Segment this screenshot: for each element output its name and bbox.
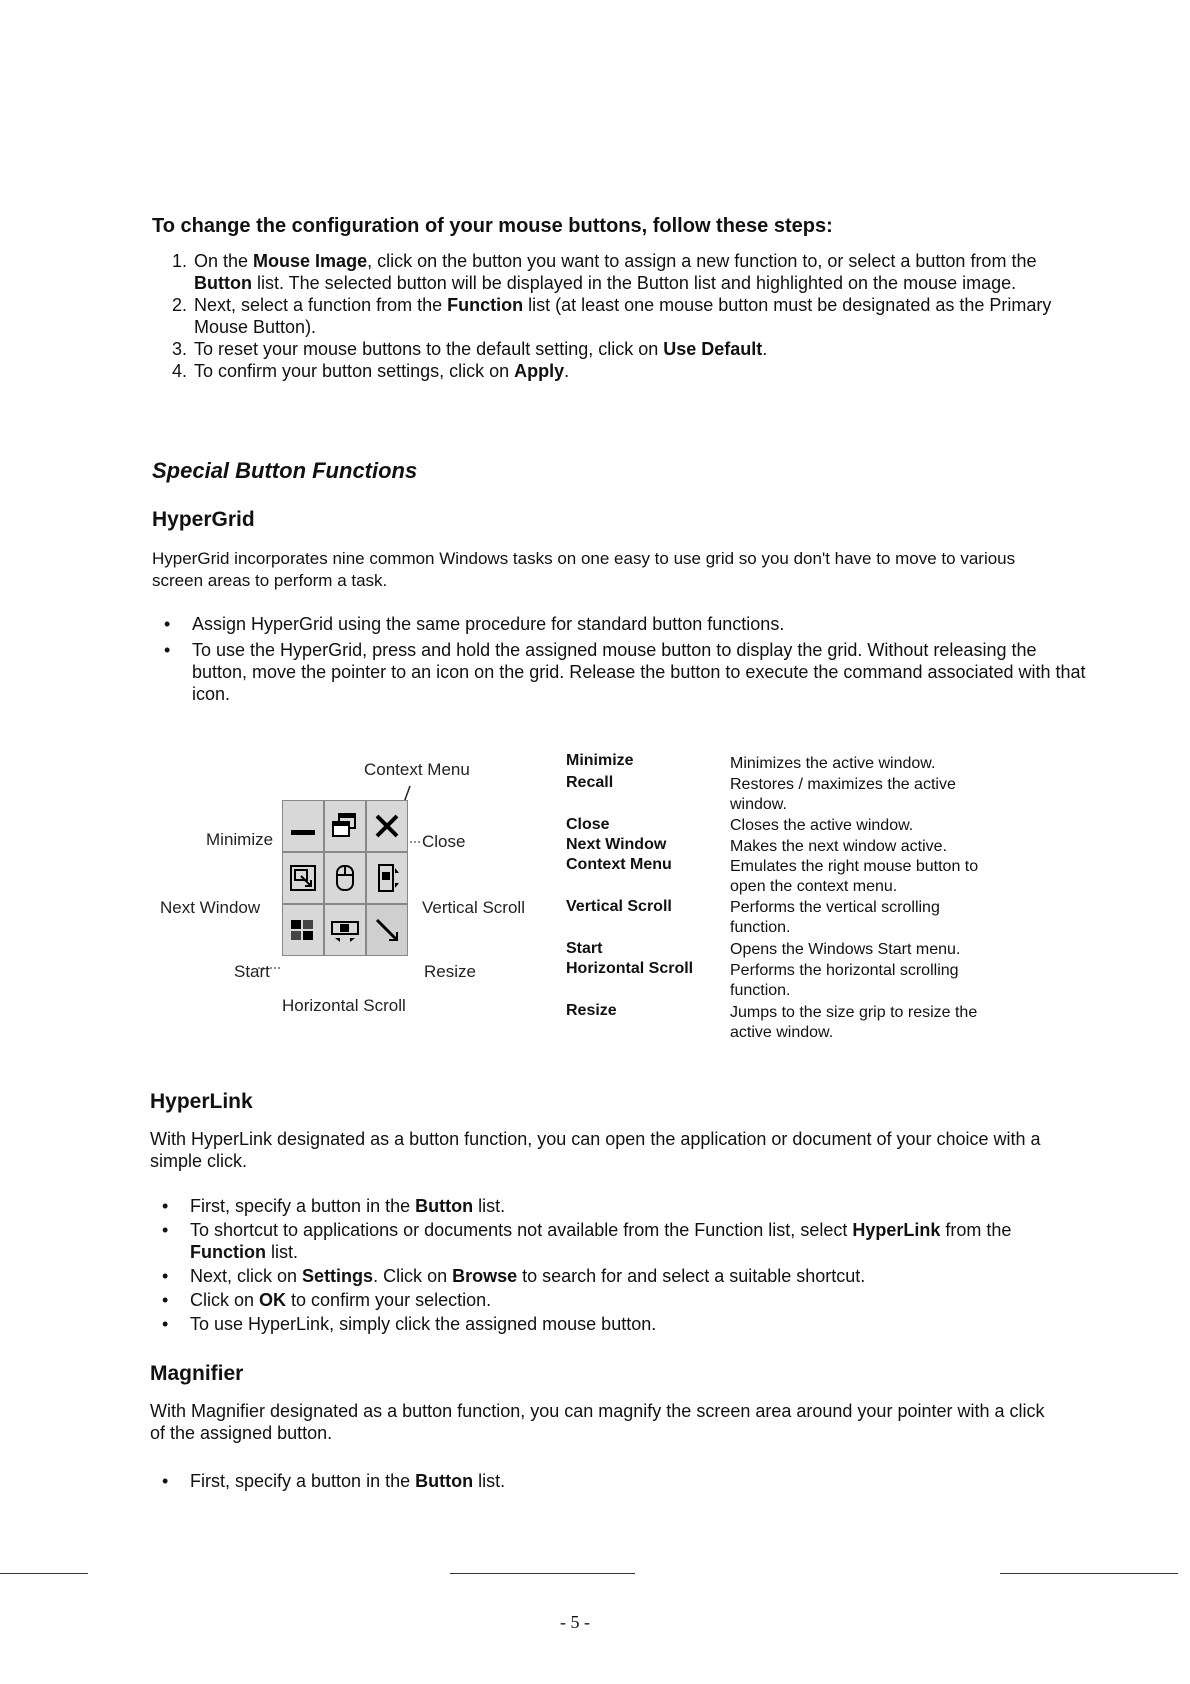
footer-rule-center <box>450 1573 635 1574</box>
magnifier-heading: Magnifier <box>150 1362 244 1385</box>
text-run: Assign HyperGrid using the same procedure for standard button functions. <box>192 614 785 634</box>
text-run: To use HyperLink, simply click the assigned mouse button. <box>190 1314 657 1334</box>
text-run: . <box>762 339 768 359</box>
bullet-item <box>190 1219 1090 1263</box>
fn-name: Recall <box>566 774 614 791</box>
bullet-item <box>190 1313 1090 1335</box>
resize-icon <box>366 904 408 956</box>
bold-term: Button <box>194 273 252 293</box>
fn-name: Horizontal Scroll <box>566 960 694 977</box>
text-run: Next, click on <box>190 1266 303 1286</box>
fn-name: Vertical Scroll <box>566 898 672 915</box>
context-menu-mouse-icon <box>324 852 366 904</box>
label-context-menu: Context Menu <box>364 760 470 779</box>
text-run: to confirm your selection. <box>286 1290 492 1310</box>
fn-name: Resize <box>566 1002 617 1019</box>
horizontal-scroll-icon <box>324 904 366 956</box>
label-resize: Resize <box>424 962 476 981</box>
bold-term: Function <box>190 1242 266 1262</box>
bold-term: Button <box>415 1196 474 1216</box>
intro-heading: To change the configuration of your mouse buttons, follow these steps: <box>152 215 833 237</box>
fn-name: Context Menu <box>566 856 672 873</box>
label-close: Close <box>422 832 466 851</box>
bold-term: Apply <box>514 361 565 381</box>
text-run: Click on <box>190 1290 260 1310</box>
bullet-item <box>190 1289 1090 1311</box>
bold-term: OK <box>259 1290 287 1310</box>
bold-term: Mouse Image <box>253 251 368 271</box>
bullet-item <box>190 1265 1090 1287</box>
text-run: . Click on <box>373 1266 453 1286</box>
text-run: First, specify a button in the <box>190 1471 416 1491</box>
bold-term: Function <box>447 295 524 315</box>
fn-name: Start <box>566 940 603 957</box>
text-run: from the <box>940 1220 1012 1240</box>
bold-term: Use Default <box>663 339 763 359</box>
label-horizontal-scroll: Horizontal Scroll <box>282 996 406 1015</box>
minimize-icon <box>282 800 324 852</box>
fn-name: Next Window <box>566 836 667 853</box>
hyperlink-heading: HyperLink <box>150 1090 253 1113</box>
text-run: list. The selected button will be displayed in the Button list and highlighted on the mouse image. <box>251 273 1017 293</box>
text-run: list. <box>473 1196 506 1216</box>
label-start: Start <box>234 962 270 981</box>
vertical-scroll-icon <box>366 852 408 904</box>
label-minimize: Minimize <box>206 830 274 849</box>
text-run: list (at least one mouse button must be designated as the Primary Mouse Button). <box>194 295 1052 337</box>
text-run: To shortcut to applications or documents not available from the Function list, select <box>190 1220 853 1240</box>
hyperlink-description: With HyperLink designated as a button function, you can open the application or document of your choice with a simple click. <box>150 1129 1041 1171</box>
text-run: list. <box>473 1471 506 1491</box>
fn-desc: Performs the vertical scrolling function. <box>730 899 940 936</box>
next-window-icon <box>282 852 324 904</box>
fn-desc: Opens the Windows Start menu. <box>730 941 961 958</box>
hypergrid-heading: HyperGrid <box>152 508 255 531</box>
fn-desc: Minimizes the active window. <box>730 755 936 772</box>
page-number: - 5 - <box>560 1612 590 1632</box>
bold-term: HyperLink <box>852 1220 941 1240</box>
text-run: Next, select a function from the <box>194 295 448 315</box>
text-run: To reset your mouse buttons to the default setting, click on <box>194 339 664 359</box>
close-icon <box>366 800 408 852</box>
fn-name: Close <box>566 816 610 833</box>
fn-desc: Makes the next window active. <box>730 838 947 855</box>
fn-desc: Closes the active window. <box>730 817 914 834</box>
footer-rule-right <box>1000 1573 1178 1574</box>
fn-desc: Jumps to the size grip to resize the active window. <box>730 1004 978 1041</box>
text-run: to search for and select a suitable shortcut. <box>517 1266 866 1286</box>
hyperlink-bullet-list <box>150 1195 1090 1337</box>
bullet-item <box>190 1195 1090 1217</box>
magnifier-bullet-list <box>150 1470 1090 1492</box>
fn-desc: Emulates the right mouse button to open the context menu. <box>730 858 979 895</box>
label-vertical-scroll: Vertical Scroll <box>422 898 525 917</box>
text-run: First, specify a button in the <box>190 1196 416 1216</box>
label-next-window: Next Window <box>160 898 261 917</box>
footer-rule-left <box>0 1573 88 1574</box>
text-run: , click on the button you want to assign a new function to, or select a button from the <box>367 251 1037 271</box>
recall-icon <box>324 800 366 852</box>
start-icon <box>282 904 324 956</box>
bullet-item <box>190 1470 1090 1492</box>
bold-term: Browse <box>452 1266 518 1286</box>
text-run: On the <box>194 251 254 271</box>
text-run: . <box>564 361 570 381</box>
magnifier-description: With Magnifier designated as a button function, you can magnify the screen area around your pointer with a click of the assigned button. <box>150 1401 1045 1443</box>
text-run: To use the HyperGrid, press and hold the assigned mouse button to display the grid. Without releasing the button, move the pointer to an icon on the grid. Release the button to execute the command associated with that icon. <box>192 640 1086 704</box>
bold-term: Button <box>415 1471 474 1491</box>
fn-name: Minimize <box>566 752 634 769</box>
hypergrid-description: HyperGrid incorporates nine common Windows tasks on one easy to use grid so you don't have to move to various screen areas to perform a task. <box>152 549 1016 590</box>
section-title: Special Button Functions <box>152 458 418 483</box>
fn-desc: Restores / maximizes the active window. <box>730 776 956 813</box>
text-run: list. <box>265 1242 298 1262</box>
hypergrid-image <box>282 800 408 956</box>
text-run: To confirm your button settings, click on <box>194 361 515 381</box>
fn-desc: Performs the horizontal scrolling function. <box>730 962 959 999</box>
bold-term: Settings <box>302 1266 374 1286</box>
